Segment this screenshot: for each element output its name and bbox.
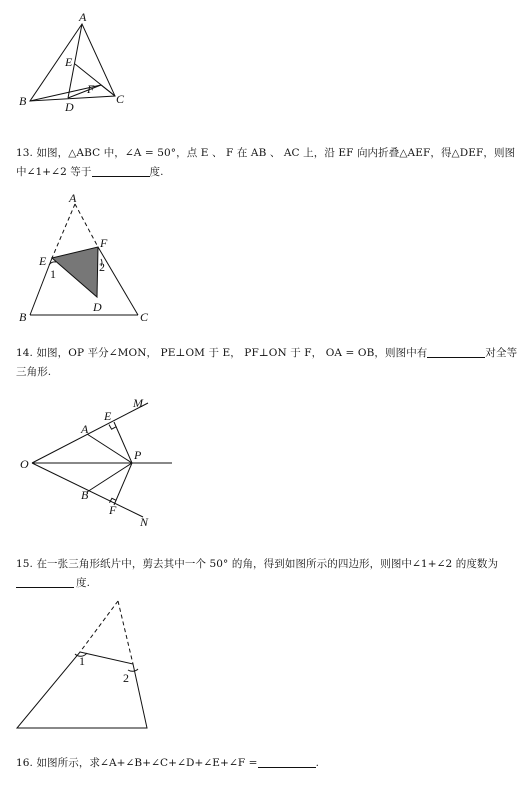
label-B: B xyxy=(81,488,89,502)
label-F: F xyxy=(87,82,95,96)
label-N: N xyxy=(140,515,149,529)
label-A: A xyxy=(81,422,89,436)
label-E: E xyxy=(104,409,112,423)
angle-2-label: 2 xyxy=(123,671,129,685)
label-E: E xyxy=(65,55,73,69)
label-F: F xyxy=(100,236,108,250)
q16-answer-blank[interactable] xyxy=(258,756,316,768)
label-D: D xyxy=(93,300,102,314)
label-F: F xyxy=(109,503,117,517)
label-B: B xyxy=(19,310,27,324)
q16-text: 如图所示，求∠A+∠B+∠C+∠D+∠E+∠F = xyxy=(36,757,258,769)
label-E: E xyxy=(39,254,47,268)
label-C: C xyxy=(140,310,149,324)
q15-number: 15. xyxy=(16,558,33,570)
q14-number: 14. xyxy=(16,347,33,359)
label-B: B xyxy=(19,94,27,108)
q16-text-after: . xyxy=(315,757,320,769)
q13-text-after: 度. xyxy=(149,166,164,178)
label-D: D xyxy=(65,100,74,114)
q16-number: 16. xyxy=(16,757,33,769)
angle-1-label: 1 xyxy=(50,267,56,281)
q14-text-after: 对全等三角形. xyxy=(16,347,518,378)
label-M: M xyxy=(133,396,143,410)
q13-number: 13. xyxy=(16,147,33,159)
label-O: O xyxy=(20,457,29,471)
q15-text-after: 度. xyxy=(76,577,91,589)
angle-2-label: 2 xyxy=(99,260,105,274)
label-C: C xyxy=(116,92,125,106)
label-P: P xyxy=(134,448,142,462)
question-16 xyxy=(16,754,520,773)
label-A: A xyxy=(69,191,77,205)
q15-text: 在一张三角形纸片中，剪去其中一个 50° 的角，得到如图所示的四边形，则图中∠1+∠2 的度数为 xyxy=(36,558,499,570)
q14-text: 如图，OP 平分∠MON， PE⊥OM 于 E， PF⊥ON 于 F， OA = OB，则图中有 xyxy=(36,347,428,359)
angle-1-label: 1 xyxy=(79,654,85,668)
label-A: A xyxy=(79,10,87,24)
q13-text: 如图，△ABC 中，∠A = 50°，点 E 、 F 在 AB 、 AC 上，沿 EF 向内折叠△AEF，得△DEF，则图中∠1+∠2 等于 xyxy=(16,147,516,178)
